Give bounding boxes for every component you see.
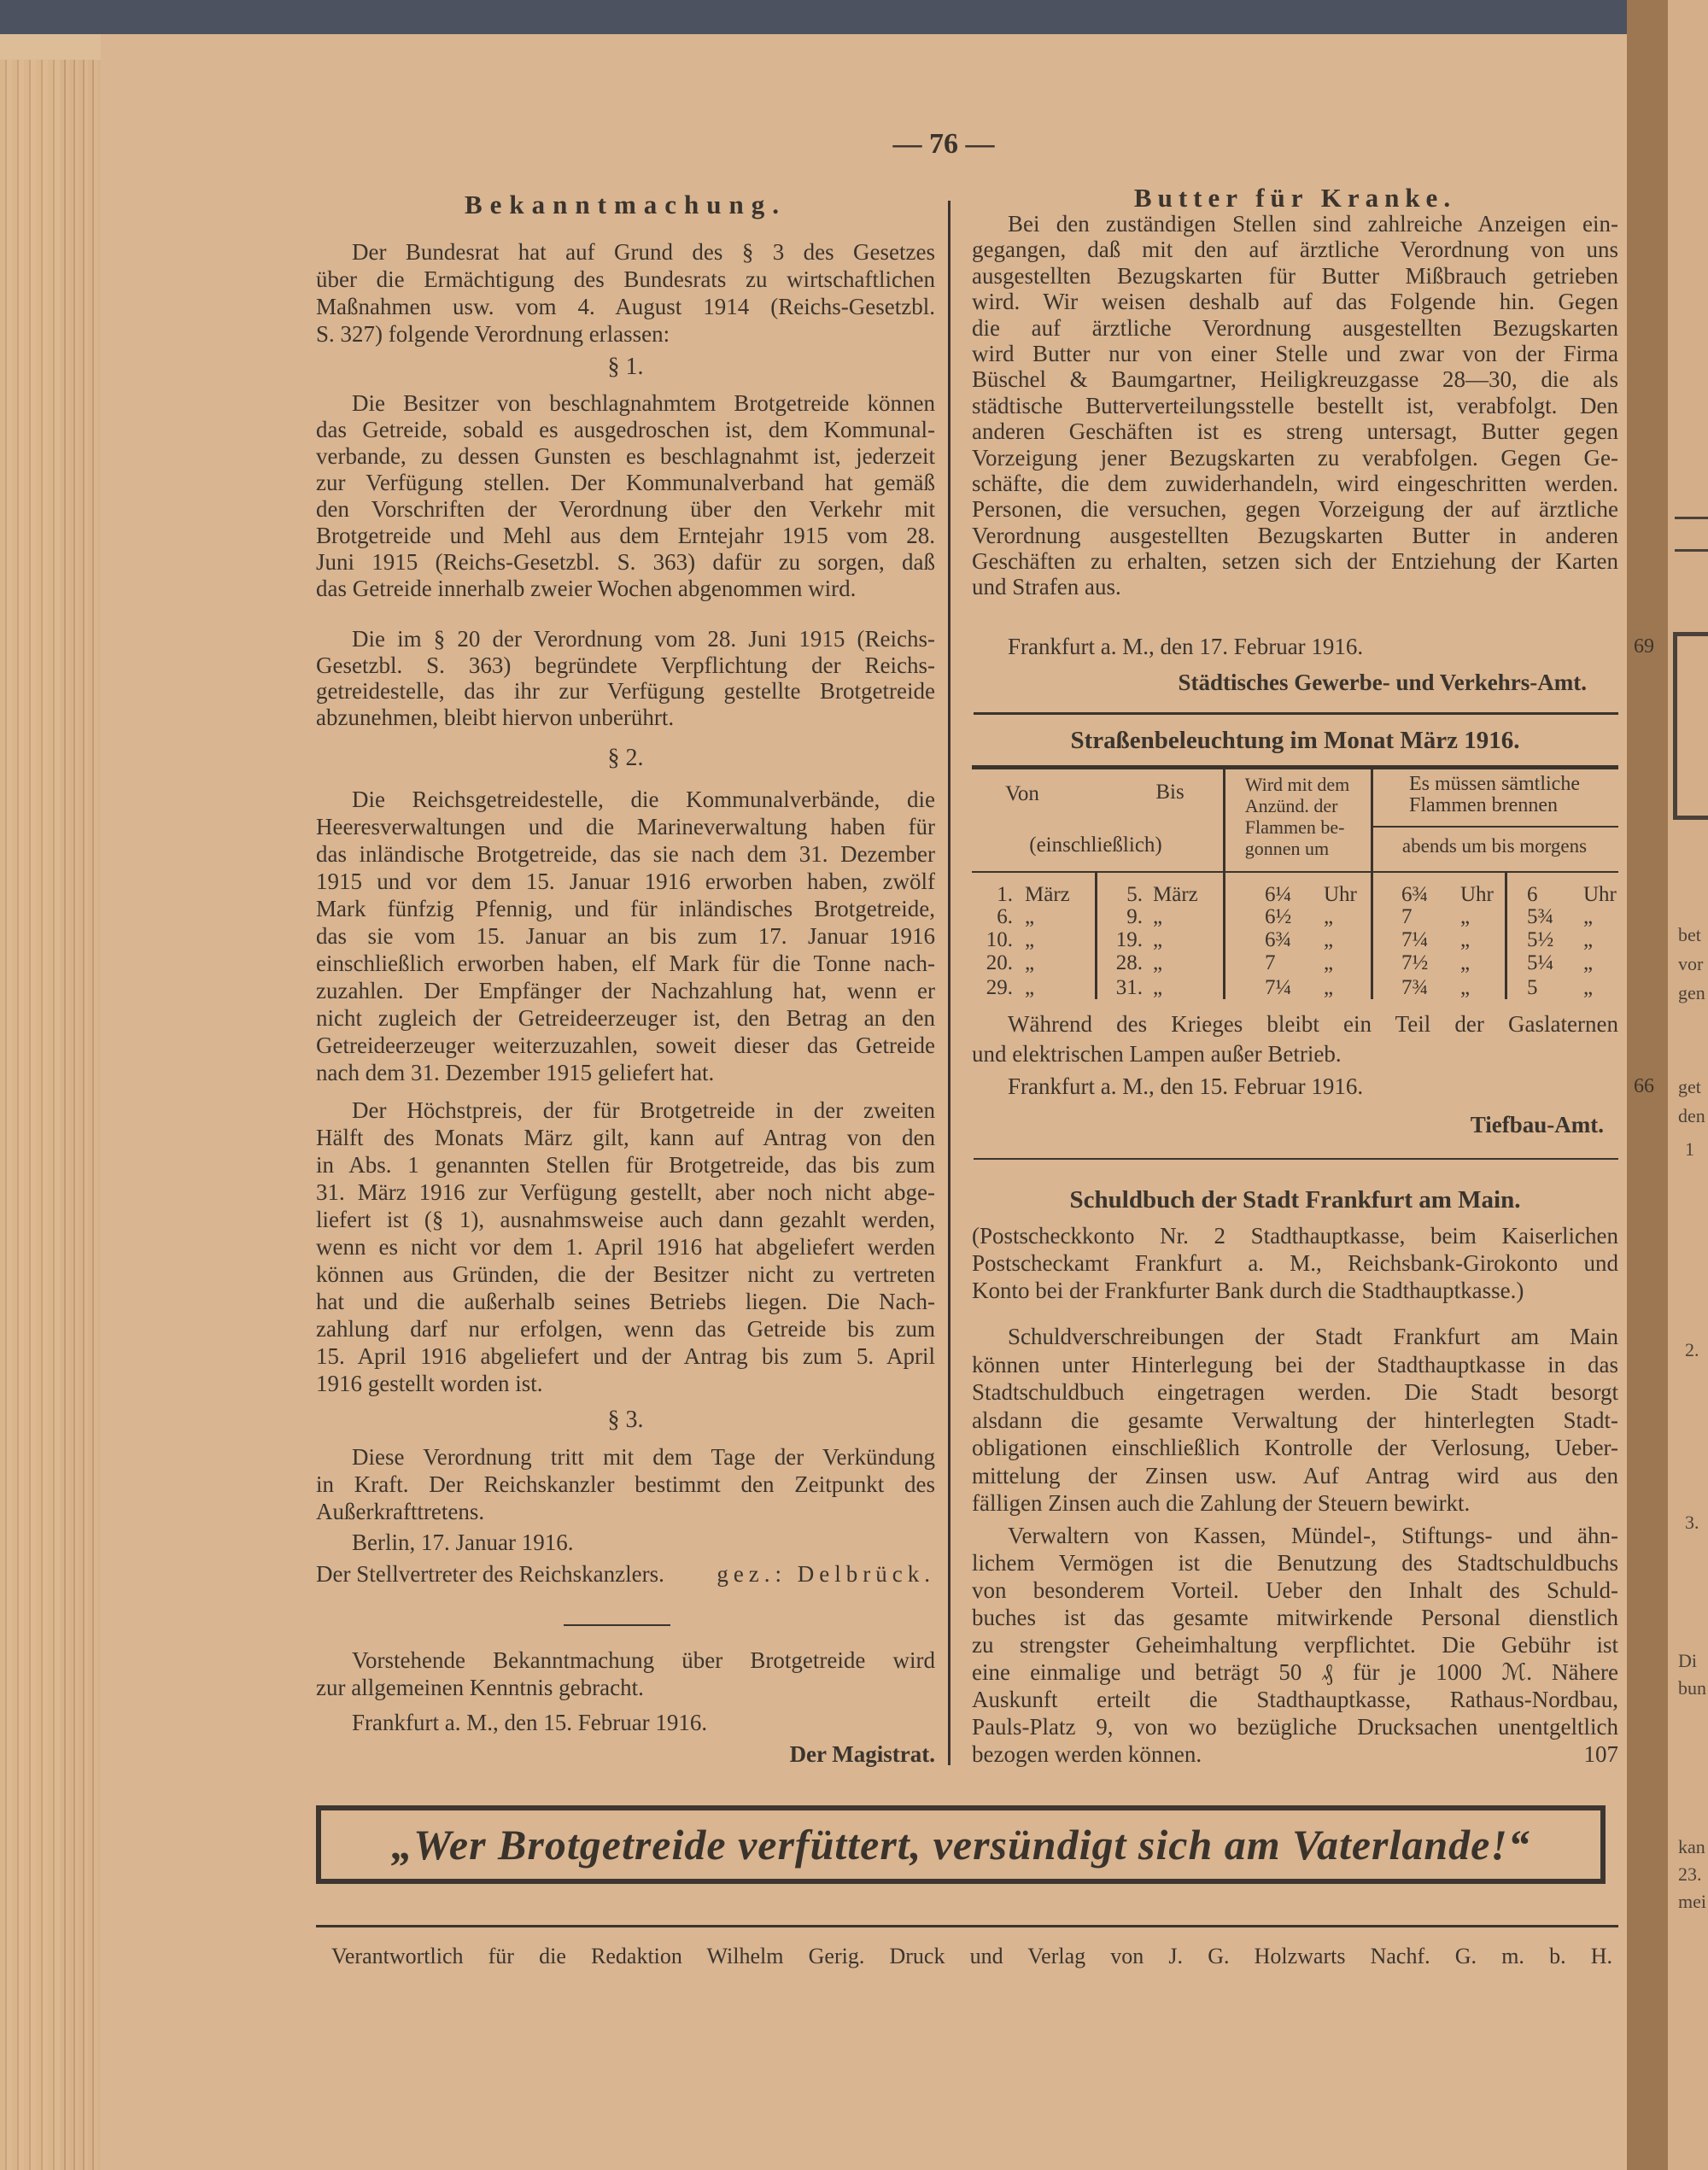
fragment-text: 3. (1685, 1512, 1699, 1533)
header-evening-morning: abends um bis morgens (1401, 835, 1588, 857)
text-line: und elektrischen Lampen außer Betrieb. (972, 1041, 1342, 1067)
cell-bis-m: „ (1153, 928, 1163, 951)
text-line: Postscheckamt Frankfurt a. M., Reichsbank-Girokonto und (972, 1250, 1618, 1276)
cell-von-m: „ (1025, 928, 1035, 951)
text-line: zuzahlen. Der Empfänger der Nachzahlung hat, wenn er (316, 978, 935, 1003)
fragment-text: bet (1678, 924, 1701, 945)
text-line: Büschel & Baumgartner, Heiligkreuzgasse 28—30, die als (972, 366, 1618, 393)
text-line: Mark fünfzig Pfennig, und für inländisches Brotgetreide, (316, 896, 935, 921)
header-begin (1245, 774, 1350, 859)
cell-begin-u: „ (1324, 976, 1334, 999)
text-line: über die Ermächtigung des Bundesrats zu wirtschaftlichen (316, 266, 935, 292)
cell-bis-m: „ (1153, 951, 1163, 974)
text-line: städtische Butterverteilungsstelle bestellt ist, verabfolgt. Den (972, 392, 1618, 418)
text-line: Brotgetreide und Mehl aus dem Erntejahr 1915 vom 28. (316, 523, 935, 548)
header-all-line: Flammen brennen (1409, 794, 1558, 816)
cell-morgens-u: Uhr (1583, 883, 1617, 906)
text-line: 1916 gestellt worden ist. (316, 1371, 543, 1396)
header-begin-line: gonnen um (1244, 838, 1330, 859)
cell-von: 1. (997, 883, 1013, 906)
section-2-paragraph-2 (316, 1097, 935, 1397)
text-line: Juni 1915 (Reichs-Gesetzbl. S. 363) dafür zu sorgen, daß (316, 549, 935, 575)
cell-von: 6. (997, 905, 1013, 928)
fragment-text: Di (1678, 1650, 1697, 1671)
cell-morgens-u: „ (1583, 928, 1594, 951)
cell-abends: 7¾ (1401, 976, 1429, 999)
debt-book-paragraph-2 (972, 1522, 1618, 1768)
slogan-banner (316, 1805, 1606, 1884)
cell-von-m: „ (1025, 905, 1035, 928)
debt-book-paragraph (972, 1323, 1618, 1518)
text-line: mittelung der Zinsen usw. Auf Antrag wird aus den (972, 1462, 1618, 1489)
header-begin-line: Wird mit dem (1244, 774, 1350, 795)
text-line: Die im § 20 der Verordnung vom 28. Juni 1915 (Reichs- (352, 626, 935, 652)
text-line: Während des Krieges bleibt ein Teil der Gaslaternen (1008, 1011, 1618, 1037)
separator-rule (564, 1624, 670, 1626)
text-line: Die Reichsgetreidestelle, die Kommunalverbände, die (352, 787, 935, 812)
text-line: können aus Gründen, die der Besitzer nicht zu vertreten (316, 1261, 935, 1287)
cell-abends: 7½ (1401, 951, 1429, 974)
text-line: können unter Hinterlegung bei der Stadthauptkasse in das (972, 1351, 1618, 1377)
text-line: alsdann die gesamte Verwaltung der hinterlegten Stadt- (972, 1407, 1618, 1433)
cell-abends-u: „ (1460, 976, 1471, 999)
cell-begin: 7 (1265, 951, 1276, 974)
fragment-text: get (1678, 1076, 1701, 1097)
cell-morgens-u: „ (1583, 951, 1594, 974)
section-2-paragraph (316, 786, 935, 1086)
header-all-line: Es müssen sämtliche (1409, 773, 1580, 795)
cell-bis: 9. (1126, 905, 1143, 928)
text-line: und Strafen aus. (972, 574, 1121, 600)
text-line: Pauls-Platz 9, von wo bezügliche Drucksachen unentgeltlich (972, 1714, 1618, 1740)
text-line: wird. Wir weisen deshalb auf das Folgende hin. Gegen (972, 289, 1618, 315)
cell-bis-m: „ (1153, 905, 1163, 928)
table-subheader-rule (1371, 826, 1618, 828)
section-3-heading: § 3. (607, 1407, 644, 1433)
cell-bis: 19. (1115, 928, 1143, 951)
cell-morgens-u: „ (1583, 905, 1594, 928)
cell-von: 10. (986, 928, 1013, 951)
text-line: Diese Verordnung tritt mit dem Tage der Verkündung (352, 1444, 935, 1470)
fragment-text: 1 (1685, 1138, 1694, 1160)
cell-abends-u: Uhr (1460, 883, 1494, 906)
page-stack-top (0, 34, 102, 60)
cell-begin: 6¼ (1265, 883, 1292, 906)
text-line: liefert ist (§ 1), ausnahmsweise auch dann gezahlt werden, (316, 1207, 935, 1232)
section-1-paragraph-2 (316, 626, 935, 730)
fragment-text: mei (1678, 1891, 1706, 1912)
text-line: Bei den zuständigen Stellen sind zahlreiche Anzeigen ein- (1008, 211, 1618, 237)
text-line: Maßnahmen usw. vom 4. August 1914 (Reichs-Gesetzbl. (316, 294, 935, 319)
text-line: obligationen einschließlich Kontrolle der Verlosung, Ueber- (972, 1435, 1618, 1460)
cell-abends-u: „ (1460, 928, 1471, 951)
header-all-flames (1409, 774, 1580, 816)
fragment-box (1673, 632, 1708, 820)
cell-begin: 6¾ (1265, 928, 1292, 951)
cell-begin: 7¼ (1265, 976, 1292, 999)
cell-begin-u: Uhr (1324, 883, 1357, 906)
text-line: getreidestelle, das ihr zur Verfügung gestellte Brotgetreide (316, 678, 935, 704)
fragment-text: gen (1678, 982, 1705, 1003)
table-column-line (1371, 765, 1373, 999)
text-line: Geschäften zu erhalten, setzen sich der Entziehung der Karten (972, 548, 1618, 575)
deputy-signature: gez.: Delbrück. (717, 1561, 935, 1587)
text-line: S. 327) folgende Verordnung erlassen: (316, 321, 670, 347)
page-number: — 76 — (892, 128, 995, 160)
text-line: Konto bei der Frankfurter Bank durch die Stadthauptkasse.) (972, 1278, 1524, 1303)
cell-von: 20. (986, 951, 1013, 974)
header-begin-line: Anzünd. der (1244, 795, 1338, 816)
text-line: Auskunft erteilt die Stadthauptkasse, Rathaus-Nordbau, (972, 1687, 1618, 1712)
text-line: Der Höchstpreis, der für Brotgetreide in der zweiten (352, 1097, 935, 1123)
text-line: 1915 und vor dem 15. Januar 1916 erworben haben, zwölf (316, 869, 935, 894)
cell-bis: 31. (1115, 976, 1143, 999)
page-stack-edge (0, 34, 60, 2170)
header-begin-line: Flammen be- (1244, 816, 1345, 838)
text-line: hat und die außerhalb seines Betriebs liegen. Die Nach- (316, 1289, 935, 1314)
cell-abends-u: „ (1460, 951, 1471, 974)
fragment-rule (1675, 549, 1708, 552)
text-line: das Getreide, sobald es ausgedroschen ist, dem Kommunal- (316, 417, 935, 442)
cell-von-m: „ (1025, 951, 1035, 974)
text-line: Schuldverschreibungen der Stadt Frankfurt am Main (1008, 1324, 1618, 1349)
text-line: eine einmalige und beträgt 50 ₰ für je 1000 ℳ. Nähere (972, 1659, 1618, 1685)
street-lighting-table (972, 765, 1618, 1000)
fragment-text: 2. (1685, 1339, 1699, 1360)
cell-von: 29. (986, 976, 1013, 999)
notice-number: 107 (1583, 1741, 1618, 1767)
cell-morgens: 5¼ (1527, 951, 1554, 974)
text-line: von besonderem Vorteil. Ueber den Inhalt des Schuld- (972, 1577, 1618, 1603)
text-line: Getreideerzeuger weiterzuzahlen, soweit dieser das Getreide (316, 1032, 935, 1058)
text-line: Vorzeigung jener Bezugskarten zu verabfolgen. Gegen Ge- (972, 444, 1618, 471)
text-line: 15. April 1916 abgeliefert und der Antrag bis zum 5. April (316, 1343, 935, 1369)
notice-number: 66 (1634, 1075, 1654, 1097)
butter-date-text: Frankfurt a. M., den 17. Februar 1916. (1008, 634, 1364, 659)
deputy-signature-line (316, 1560, 935, 1588)
header-inclusive: (einschließlich) (1029, 833, 1162, 857)
table-column-line (1505, 871, 1507, 999)
text-line: Vorstehende Bekanntmachung über Brotgetreide wird (352, 1647, 935, 1673)
lighting-date-text: Frankfurt a. M., den 15. Februar 1916. (1008, 1073, 1364, 1099)
cell-abends: 7¼ (1401, 928, 1429, 951)
magistrate-signature: Der Magistrat. (789, 1741, 935, 1767)
header-von: Von (1005, 782, 1039, 805)
debt-book-title: Schuldbuch der Stadt Frankfurt am Main. (1069, 1186, 1521, 1214)
announcement-title: Bekanntmachung. (464, 190, 787, 219)
text-line: den Vorschriften der Verordnung über den Verkehr mit (316, 496, 935, 522)
butter-place-date (972, 633, 1654, 660)
text-line: Die Besitzer von beschlagnahmtem Brotgetreide können (352, 390, 935, 416)
cell-begin: 6½ (1265, 905, 1292, 928)
section-1-heading: § 1. (607, 354, 644, 380)
deputy-title: Der Stellvertreter des Reichskanzlers. (316, 1561, 664, 1587)
text-line: fälligen Zinsen auch die Zahlung der Steuern bewirkt. (972, 1490, 1471, 1516)
cell-bis-m: „ (1153, 976, 1163, 999)
magistrate-notice (316, 1647, 935, 1701)
text-line: das sie vom 15. Januar an bis zum 17. Januar 1916 (316, 923, 935, 949)
lighting-authority: Tiefbau-Amt. (1470, 1112, 1604, 1138)
cell-bis-m: März (1153, 883, 1198, 906)
text-line: Der Bundesrat hat auf Grund des § 3 des Gesetzes (352, 239, 935, 265)
text-line: nicht zugleich der Getreideerzeuger ist, den Betrag an den (316, 1005, 935, 1031)
cell-morgens: 5½ (1527, 928, 1554, 951)
text-line: Gesetzbl. S. 363) begründete Verpflichtung der Reichs- (316, 652, 935, 678)
cell-von-m: „ (1025, 976, 1035, 999)
fragment-text: den (1678, 1105, 1705, 1126)
text-line: Heeresverwaltungen und die Marineverwaltung haben für (316, 814, 935, 839)
cell-morgens: 6 (1527, 883, 1538, 906)
text-line: anderen Geschäften ist es streng untersagt, Butter gegen (972, 418, 1618, 445)
cell-abends-u: „ (1460, 905, 1471, 928)
text-line: in Kraft. Der Reichskanzler bestimmt den Zeitpunkt des (316, 1471, 935, 1497)
lighting-title: Straßenbeleuchtung im Monat März 1916. (1070, 727, 1520, 754)
text-line: zu strengster Geheimhaltung verpflichtet. Die Gebühr ist (972, 1632, 1618, 1658)
cell-begin-u: „ (1324, 928, 1334, 951)
slogan-text: „Wer Brotgetreide verfüttert, versündigt sich am Vaterlande!“ (391, 1821, 1530, 1869)
text-line: abzunehmen, bleibt hiervon unberührt. (316, 704, 675, 730)
text-line: Hälft des Monats März gilt, kann auf Antrag von den (316, 1125, 935, 1150)
scanner-top-band (0, 0, 1708, 34)
header-bis: Bis (1155, 781, 1184, 804)
fragment-text: kan (1678, 1836, 1705, 1857)
fragment-rule (1675, 517, 1708, 519)
text-line: zahlung darf nur erfolgen, wenn das Getreide bis zum (316, 1316, 935, 1342)
text-line: Verwaltern von Kassen, Mündel-, Stiftungs- und ähn- (1008, 1523, 1618, 1548)
cell-von-m: März (1025, 883, 1070, 906)
debt-book-accounts (972, 1222, 1618, 1304)
text-line: zur Verfügung stellen. Der Kommunalverband hat gemäß (316, 470, 935, 495)
separator-rule (974, 1158, 1618, 1160)
lighting-place-date (972, 1073, 1654, 1100)
butter-paragraph (972, 211, 1618, 600)
text-line: Personen, die versuchen, gegen Vorzeigung der auf ärztliche (972, 496, 1618, 523)
notice-number: 69 (1634, 635, 1654, 658)
footer-rule (316, 1925, 1618, 1927)
fragment-text: vor (1678, 953, 1704, 974)
text-line: gegangen, daß mit den auf ärztliche Verordnung von uns (972, 237, 1618, 263)
cell-abends: 6¾ (1401, 883, 1429, 906)
text-line: Stadtschuldbuch eingetragen werden. Die Stadt besorgt (972, 1379, 1618, 1405)
table-column-line (1223, 765, 1225, 999)
announcement-intro (316, 238, 935, 348)
text-line: (Postscheckkonto Nr. 2 Stadthauptkasse, beim Kaiserlichen (972, 1223, 1618, 1249)
lighting-note (972, 1009, 1618, 1069)
text-line: in Abs. 1 genannten Stellen für Brotgetreide, das bis zum (316, 1152, 935, 1178)
butter-authority: Städtisches Gewerbe- und Verkehrs-Amt. (1178, 670, 1587, 695)
text-line: schäfte, die dem zuwiderhandeln, wird eingeschritten werden. (972, 470, 1618, 496)
place-date-frankfurt: Frankfurt a. M., den 15. Februar 1916. (352, 1710, 708, 1735)
text-line: ausgestellten Bezugskarten für Butter Mißbrauch getrieben (972, 262, 1618, 289)
cell-morgens-u: „ (1583, 976, 1594, 999)
separator-rule (974, 712, 1618, 715)
text-line: wird Butter nur von einer Stelle und zwar von der Firma (972, 340, 1618, 366)
text-line: Außerkrafttretens. (316, 1499, 485, 1524)
text-line: nach dem 31. Dezember 1915 geliefert hat. (316, 1060, 715, 1085)
cell-bis: 5. (1126, 883, 1143, 906)
cell-begin-u: „ (1324, 905, 1334, 928)
text-line: die auf ärztliche Verordnung ausgestellten Bezugskarten (972, 314, 1618, 341)
text-line: verbande, zu dessen Gunsten es beschlagnahmt ist, jederzeit (316, 443, 935, 469)
cell-morgens: 5¾ (1527, 905, 1554, 928)
section-2-heading: § 2. (607, 745, 644, 771)
text-line: das inländische Brotgetreide, das sie nach dem 31. Dezember (316, 841, 935, 867)
text-line: Verordnung ausgestellten Bezugskarten Butter in anderen (972, 522, 1618, 548)
table-column-line (1095, 871, 1097, 999)
cell-bis: 28. (1115, 951, 1143, 974)
text-line: lichem Vermögen ist die Benutzung des Stadtschuldbuchs (972, 1550, 1618, 1576)
table-header-rule (972, 871, 1618, 873)
page-stack-edge (60, 34, 102, 2170)
butter-title: Butter für Kranke. (1133, 183, 1457, 213)
table-top-rule (972, 765, 1618, 769)
fragment-text: 23. (1678, 1863, 1702, 1885)
section-1-paragraph (316, 390, 935, 602)
imprint-footer: Verantwortlich für die Redaktion Wilhelm Gerig. Druck und Verlag von J. G. Holzwarts Nachf. G. m. b. H. (331, 1944, 1612, 1968)
text-line: 31. März 1916 zur Verfügung gestellt, aber noch nicht abge- (316, 1179, 935, 1205)
cell-morgens: 5 (1527, 976, 1538, 999)
fragment-text: bun (1678, 1677, 1706, 1699)
cell-abends: 7 (1401, 905, 1413, 928)
place-date-berlin: Berlin, 17. Januar 1916. (352, 1530, 574, 1555)
text-line: buches ist das gesamte mitwirkende Personal dienstlich (972, 1605, 1618, 1630)
text-line: bezogen werden können. (972, 1741, 1202, 1767)
text-line: einschließlich erworben haben, elf Mark für die Tonne nach- (316, 950, 935, 976)
cell-begin-u: „ (1324, 951, 1334, 974)
text-line: wenn es nicht vor dem 1. April 1916 hat abgeliefert werden (316, 1234, 935, 1260)
text-line: zur allgemeinen Kenntnis gebracht. (316, 1675, 644, 1700)
next-page-fragment (1668, 0, 1708, 2170)
section-3-paragraph (316, 1443, 935, 1525)
text-line: das Getreide innerhalb zweier Wochen abgenommen wird. (316, 576, 857, 601)
